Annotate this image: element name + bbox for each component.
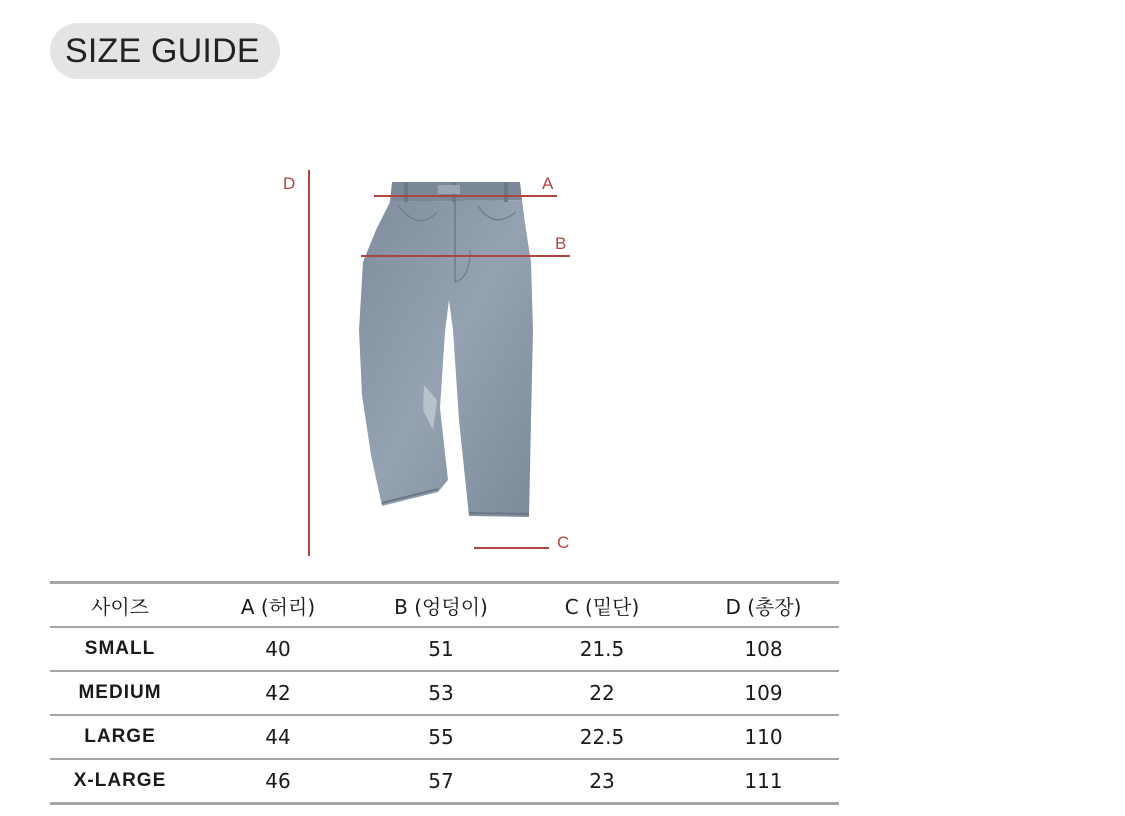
table-row [50,715,839,759]
table-header-row [50,583,839,628]
page-title: SIZE GUIDE [50,23,280,79]
table-row [50,627,839,671]
size-name: MEDIUM [50,671,190,715]
header-size: 사이즈 [50,583,190,628]
cell-a: 40 [190,627,366,671]
cell-c: 22 [516,671,688,715]
cell-c: 22.5 [516,715,688,759]
cell-b: 57 [366,759,516,804]
header-d-length: D (총장) [688,583,839,628]
label-d: D [283,174,296,193]
label-a: A [542,174,554,193]
cell-d: 108 [688,627,839,671]
cell-a: 44 [190,715,366,759]
jeans-illustration [359,182,533,517]
size-table [50,581,839,805]
label-b: B [555,234,567,253]
cell-c: 23 [516,759,688,804]
cell-d: 110 [688,715,839,759]
cell-c: 21.5 [516,627,688,671]
header-b-hip: B (엉덩이) [366,583,516,628]
cell-b: 55 [366,715,516,759]
header-c-hem: C (밑단) [516,583,688,628]
cell-a: 42 [190,671,366,715]
label-c: C [557,533,570,552]
size-name: X-LARGE [50,759,190,804]
cell-d: 109 [688,671,839,715]
table-row [50,671,839,715]
header-a-waist: A (허리) [190,583,366,628]
size-name: LARGE [50,715,190,759]
cell-b: 51 [366,627,516,671]
table-row [50,759,839,804]
size-name: SMALL [50,627,190,671]
cell-d: 111 [688,759,839,804]
cell-a: 46 [190,759,366,804]
cell-b: 53 [366,671,516,715]
